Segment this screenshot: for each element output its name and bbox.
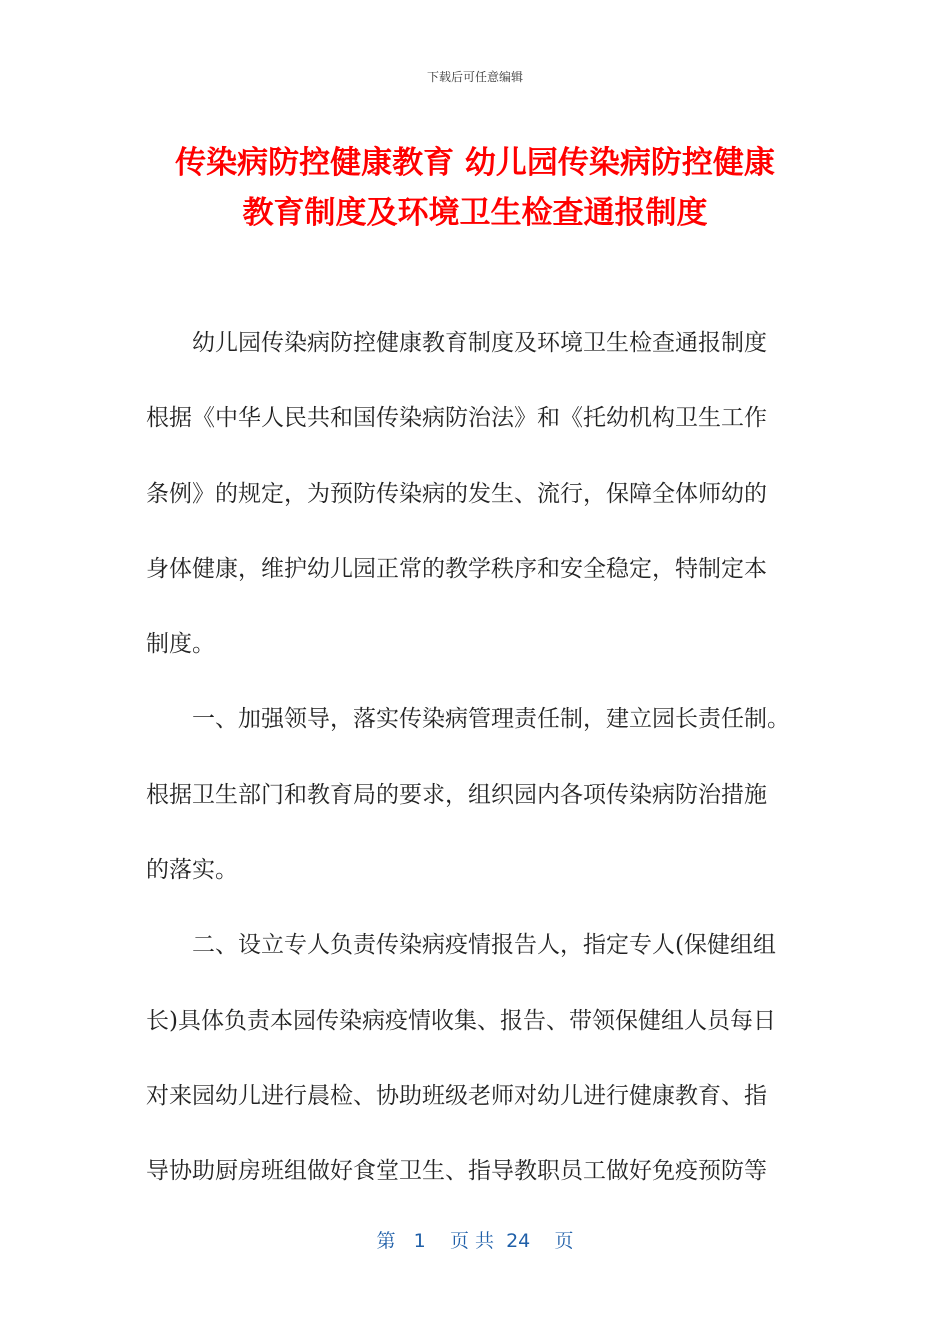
- page-footer: [0, 1226, 950, 1253]
- body-line: 二、设立专人负责传染病疫情报告人，指定专人(保健组组: [192, 932, 776, 959]
- body-line: 身体健康，维护幼儿园正常的教学秩序和安全稳定，特制定本: [146, 555, 767, 582]
- body-line: 根据卫生部门和教育局的要求，组织园内各项传染病防治措施: [146, 781, 767, 808]
- body-line: 对来园幼儿进行晨检、协助班级老师对幼儿进行健康教育、指: [146, 1082, 767, 1109]
- body-line: 一、加强领导，落实传染病管理责任制，建立园长责任制。: [192, 706, 790, 733]
- body-line: 幼儿园传染病防控健康教育制度及环境卫生检查通报制度: [192, 330, 767, 356]
- footer-page-number: 1: [413, 1230, 426, 1252]
- document-title: [100, 138, 850, 238]
- footer-prefix: 第: [376, 1230, 396, 1252]
- title-line-2: 教育制度及环境卫生检查通报制度: [242, 195, 708, 231]
- body-line: 条例》的规定，为预防传染病的发生、流行，保障全体师幼的: [146, 480, 767, 507]
- title-line-1: 传染病防控健康教育 幼儿园传染病防控健康: [175, 145, 775, 181]
- body-line: 长)具体负责本园传染病疫情收集、报告、带领保健组人员每日: [146, 1007, 776, 1034]
- body-line: 根据《中华人民共和国传染病防治法》和《托幼机构卫生工作: [146, 405, 767, 432]
- footer-suffix: 页: [554, 1230, 574, 1252]
- body-line: 的落实。: [146, 857, 238, 884]
- header-note: 下载后可任意编辑: [426, 70, 523, 84]
- footer-middle: 页 共: [449, 1230, 494, 1252]
- footer-total-pages: 24: [506, 1230, 531, 1252]
- body-line: 导协助厨房班组做好食堂卫生、指导教职员工做好免疫预防等: [146, 1158, 767, 1185]
- body-line: 制度。: [146, 631, 215, 658]
- document-body: [146, 317, 810, 1221]
